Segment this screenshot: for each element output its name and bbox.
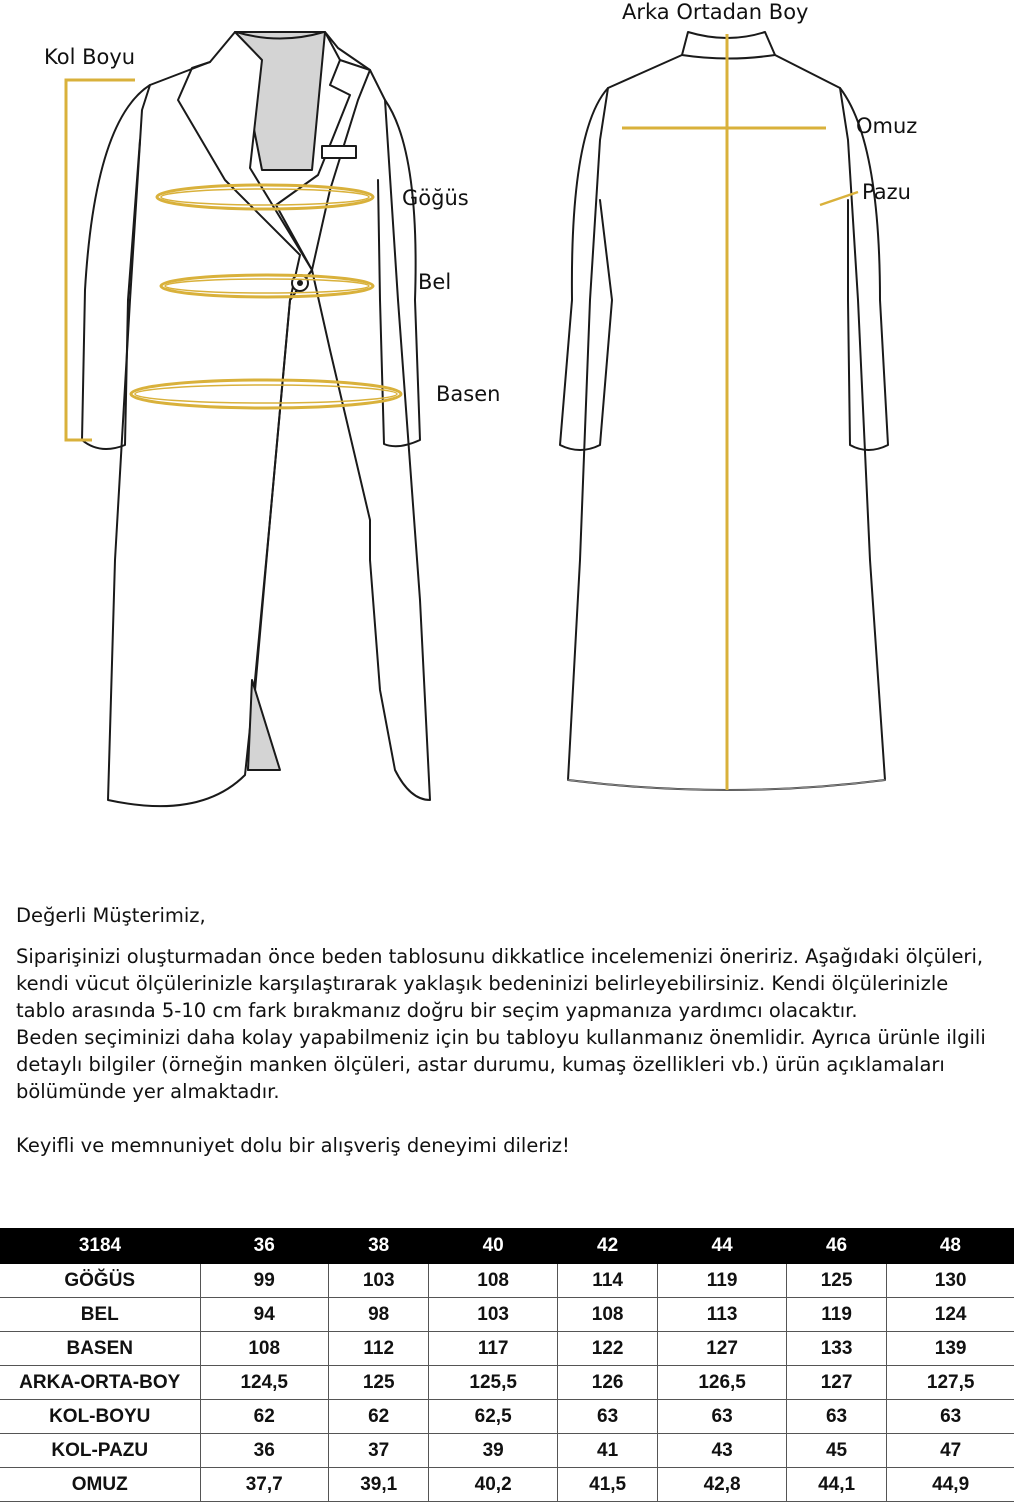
front-body <box>108 60 430 806</box>
measurement-name: KOL-BOYU <box>0 1400 200 1434</box>
measurement-value: 124 <box>887 1298 1014 1332</box>
header-model-code: 3184 <box>0 1228 200 1264</box>
breast-pocket <box>322 146 356 158</box>
measurement-name: GÖĞÜS <box>0 1264 200 1298</box>
measurement-value: 130 <box>887 1264 1014 1298</box>
header-size: 48 <box>887 1228 1014 1264</box>
measurement-value: 44,1 <box>786 1468 887 1502</box>
left-sleeve <box>82 85 150 449</box>
measurement-value: 103 <box>429 1298 557 1332</box>
measurement-value: 44,9 <box>887 1468 1014 1502</box>
measurement-value: 62,5 <box>429 1400 557 1434</box>
header-size: 38 <box>328 1228 429 1264</box>
measurement-value: 42,8 <box>658 1468 786 1502</box>
header-size: 40 <box>429 1228 557 1264</box>
measurement-value: 63 <box>887 1400 1014 1434</box>
table-row <box>0 1264 1014 1298</box>
label-gogus: Göğüs <box>402 186 469 210</box>
table-row <box>0 1434 1014 1468</box>
size-table-header <box>0 1228 1014 1264</box>
measurement-value: 98 <box>328 1298 429 1332</box>
measurement-value: 45 <box>786 1434 887 1468</box>
measurement-value: 43 <box>658 1434 786 1468</box>
size-table-body <box>0 1264 1014 1502</box>
intro-closing: Keyifli ve memnuniyet dolu bir alışveriş deneyimi dileriz! <box>16 1134 570 1157</box>
measurement-value: 39,1 <box>328 1468 429 1502</box>
label-kol-boyu: Kol Boyu <box>44 45 136 69</box>
measurement-value: 124,5 <box>200 1366 328 1400</box>
measurement-value: 127 <box>786 1366 887 1400</box>
measurement-value: 119 <box>658 1264 786 1298</box>
header-size: 44 <box>658 1228 786 1264</box>
label-arka-ortadan-boy: Arka Ortadan Boy <box>622 0 809 24</box>
measurement-value: 126 <box>557 1366 658 1400</box>
front-view <box>82 32 430 806</box>
right-sleeve <box>378 100 420 446</box>
measurement-value: 125,5 <box>429 1366 557 1400</box>
size-table <box>0 1228 1014 1502</box>
measurement-value: 63 <box>557 1400 658 1434</box>
measurement-value: 112 <box>328 1332 429 1366</box>
header-size: 36 <box>200 1228 328 1264</box>
measurement-value: 36 <box>200 1434 328 1468</box>
measurement-value: 63 <box>658 1400 786 1434</box>
measurement-value: 117 <box>429 1332 557 1366</box>
measurement-value: 125 <box>786 1264 887 1298</box>
measurement-value: 139 <box>887 1332 1014 1366</box>
measurement-value: 125 <box>328 1366 429 1400</box>
measurement-name: BEL <box>0 1298 200 1332</box>
measurement-value: 94 <box>200 1298 328 1332</box>
header-size: 42 <box>557 1228 658 1264</box>
measurement-value: 62 <box>200 1400 328 1434</box>
label-pazu: Pazu <box>862 180 911 204</box>
measurement-value: 37 <box>328 1434 429 1468</box>
table-row <box>0 1332 1014 1366</box>
measurement-value: 108 <box>200 1332 328 1366</box>
measurement-value: 122 <box>557 1332 658 1366</box>
table-row <box>0 1366 1014 1400</box>
measurement-value: 133 <box>786 1332 887 1366</box>
measurement-value: 127 <box>658 1332 786 1366</box>
measurement-value: 47 <box>887 1434 1014 1468</box>
measurement-name: BASEN <box>0 1332 200 1366</box>
measurement-value: 63 <box>786 1400 887 1434</box>
front-lining-bottom <box>248 680 280 770</box>
label-basen: Basen <box>436 382 501 406</box>
back-measure-marks <box>622 34 858 790</box>
basen-ellipse <box>131 380 401 408</box>
measurement-value: 41,5 <box>557 1468 658 1502</box>
measurement-value: 37,7 <box>200 1468 328 1502</box>
measurement-value: 126,5 <box>658 1366 786 1400</box>
measurement-value: 39 <box>429 1434 557 1468</box>
measurement-name: KOL-PAZU <box>0 1434 200 1468</box>
back-view <box>560 32 888 790</box>
measurement-name: ARKA-ORTA-BOY <box>0 1366 200 1400</box>
label-bel: Bel <box>418 270 452 294</box>
header-size: 46 <box>786 1228 887 1264</box>
intro-paragraph-2: Beden seçiminizi daha kolay yapabilmeniz için bu tabloyu kullanmanız önemlidir. Ayrıca ürünle ilgili detaylı bilgiler (örneğin manken ölçüleri, astar durumu, kumaş özellikleri vb.) ürün açıklamaları bölümünde yer almaktadır. <box>16 1026 986 1103</box>
measurement-value: 99 <box>200 1264 328 1298</box>
intro-text <box>16 902 1001 1159</box>
measurement-value: 119 <box>786 1298 887 1332</box>
table-row <box>0 1468 1014 1502</box>
table-row <box>0 1298 1014 1332</box>
table-row <box>0 1400 1014 1434</box>
measurement-value: 113 <box>658 1298 786 1332</box>
measurement-value: 108 <box>429 1264 557 1298</box>
measurement-value: 114 <box>557 1264 658 1298</box>
measurement-value: 108 <box>557 1298 658 1332</box>
measurement-value: 62 <box>328 1400 429 1434</box>
measurement-value: 103 <box>328 1264 429 1298</box>
intro-paragraph-1: Siparişinizi oluşturmadan önce beden tablosunu dikkatlice incelemenizi öneririz. Aşağıdaki ölçüleri, kendi vücut ölçülerinizle karşılaştırarak yaklaşık bedeninizi belirleyebilirsiniz. Kendi ölçülerinizle tablo arasında 5-10 cm fark bırakmanız doğru bir seçim yapmanıza yardımcı olacaktır. <box>16 945 984 1022</box>
intro-greeting: Değerli Müşterimiz, <box>16 904 206 927</box>
label-omuz: Omuz <box>856 114 918 138</box>
measurement-value: 127,5 <box>887 1366 1014 1400</box>
measurement-value: 41 <box>557 1434 658 1468</box>
measurement-value: 40,2 <box>429 1468 557 1502</box>
measurement-name: OMUZ <box>0 1468 200 1502</box>
